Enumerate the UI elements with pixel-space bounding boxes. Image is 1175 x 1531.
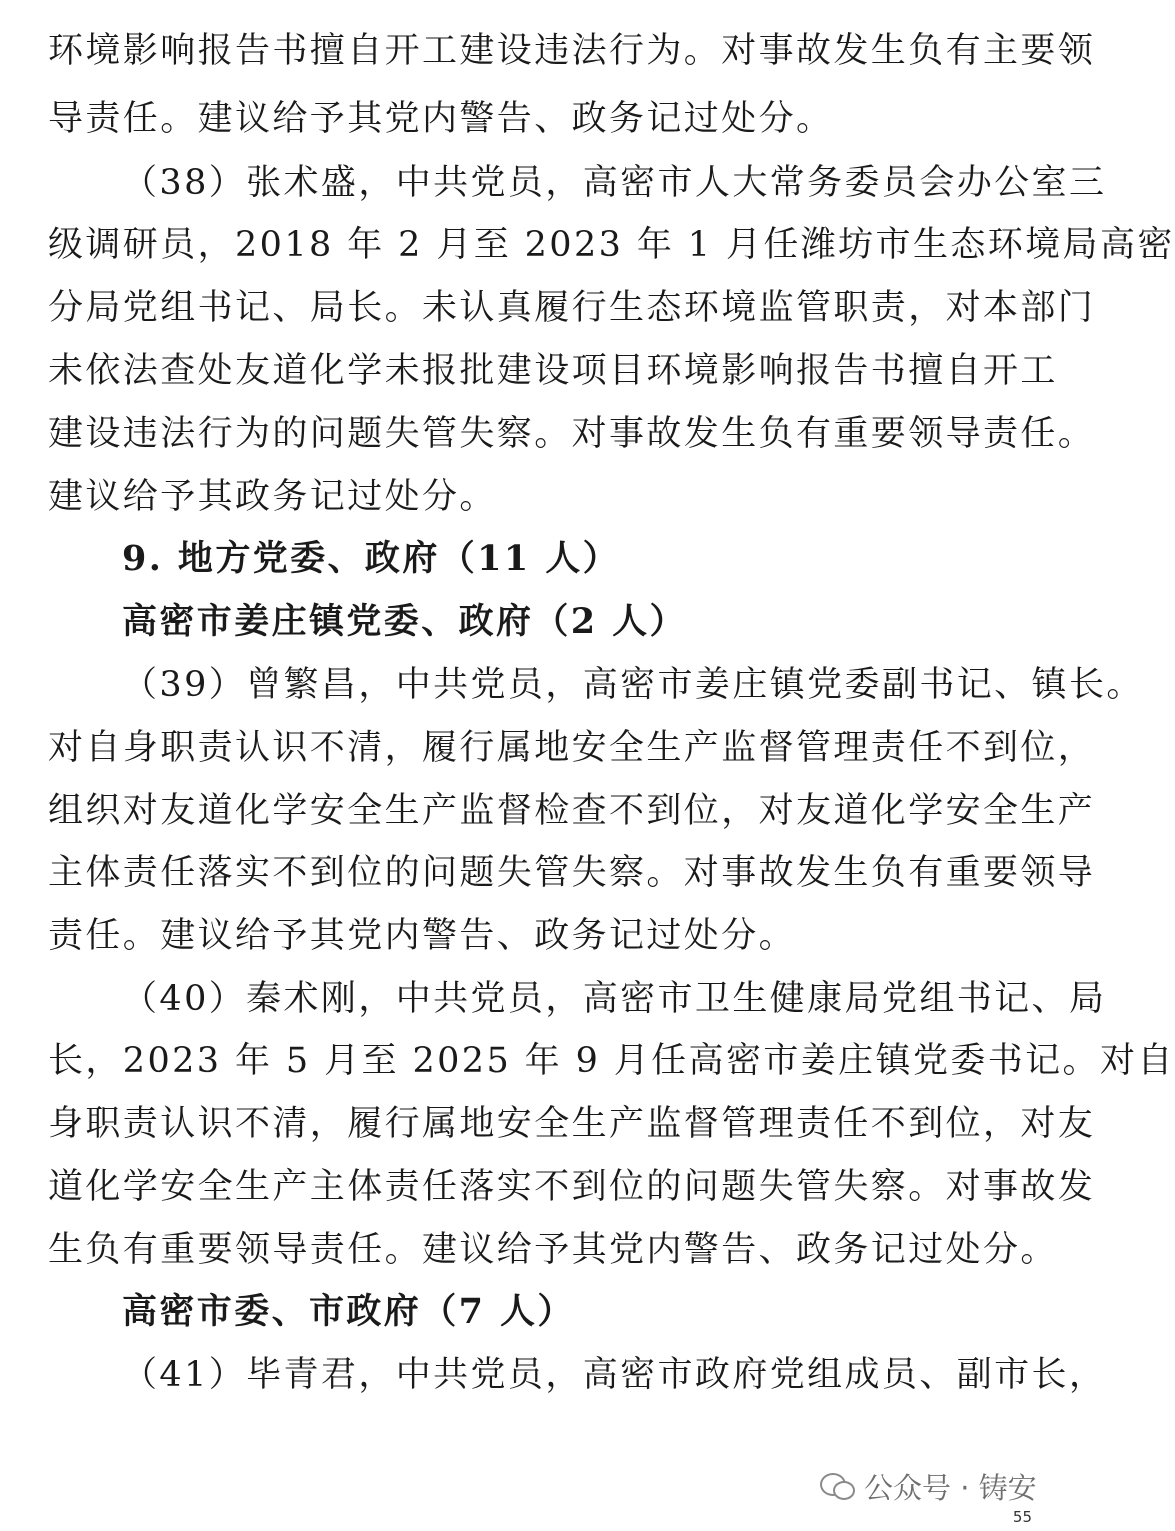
text-line: 导责任。建议给予其党内警告、政务记过处分。 (48, 99, 834, 139)
text-line: 级调研员，2018 年 2 月至 2023 年 1 月任潍坊市生态环境局高密 (48, 225, 1175, 265)
text-line: 未依法查处友道化学未报批建设项目环境影响报告书擅自开工 (48, 351, 1058, 391)
text-line: 责任。建议给予其党内警告、政务记过处分。 (48, 916, 797, 956)
text-line: 分局党组书记、局长。未认真履行生态环境监管职责，对本部门 (48, 288, 1096, 328)
page-number: 55 (1012, 1508, 1032, 1526)
text-line: 身职责认识不清，履行属地安全生产监督管理责任不到位，对友 (48, 1104, 1096, 1144)
watermark (820, 1466, 1037, 1506)
text-line: 建议给予其政务记过处分。 (48, 477, 497, 517)
text-line: 建设违法行为的问题失管失察。对事故发生负有重要领导责任。 (48, 414, 1096, 454)
paragraph-start-40: （40）秦术刚，中共党员，高密市卫生健康局党组书记、局 (122, 979, 1107, 1019)
text-line: 对自身职责认识不清，履行属地安全生产监督管理责任不到位， (48, 728, 1096, 768)
text-line: 生负有重要领导责任。建议给予其党内警告、政务记过处分。 (48, 1230, 1058, 1270)
text-line: 环境影响报告书擅自开工建设违法行为。对事故发生负有主要领 (48, 31, 1096, 71)
paragraph-start-41: （41）毕青君，中共党员，高密市政府党组成员、副市长， (122, 1355, 1107, 1395)
paragraph-start-39: （39）曾繁昌，中共党员，高密市姜庄镇党委副书记、镇长。 (122, 665, 1144, 705)
subsection-heading: 高密市委、市政府（7 人） (122, 1291, 575, 1332)
section-heading: 9. 地方党委、政府（11 人） (122, 538, 621, 579)
wechat-icon (820, 1471, 854, 1501)
text-line: 主体责任落实不到位的问题失管失察。对事故发生负有重要领导 (48, 853, 1096, 893)
paragraph-start-38: （38）张术盛，中共党员，高密市人大常务委员会办公室三 (122, 163, 1107, 203)
text-line: 道化学安全生产主体责任落实不到位的问题失管失察。对事故发 (48, 1167, 1096, 1207)
text-line: 长，2023 年 5 月至 2025 年 9 月任高密市姜庄镇党委书记。对自 (48, 1041, 1175, 1081)
subsection-heading: 高密市姜庄镇党委、政府（2 人） (122, 601, 687, 642)
watermark-text: 公众号 · 铸安 (864, 1470, 1037, 1505)
text-line: 组织对友道化学安全生产监督检查不到位，对友道化学安全生产 (48, 791, 1096, 831)
